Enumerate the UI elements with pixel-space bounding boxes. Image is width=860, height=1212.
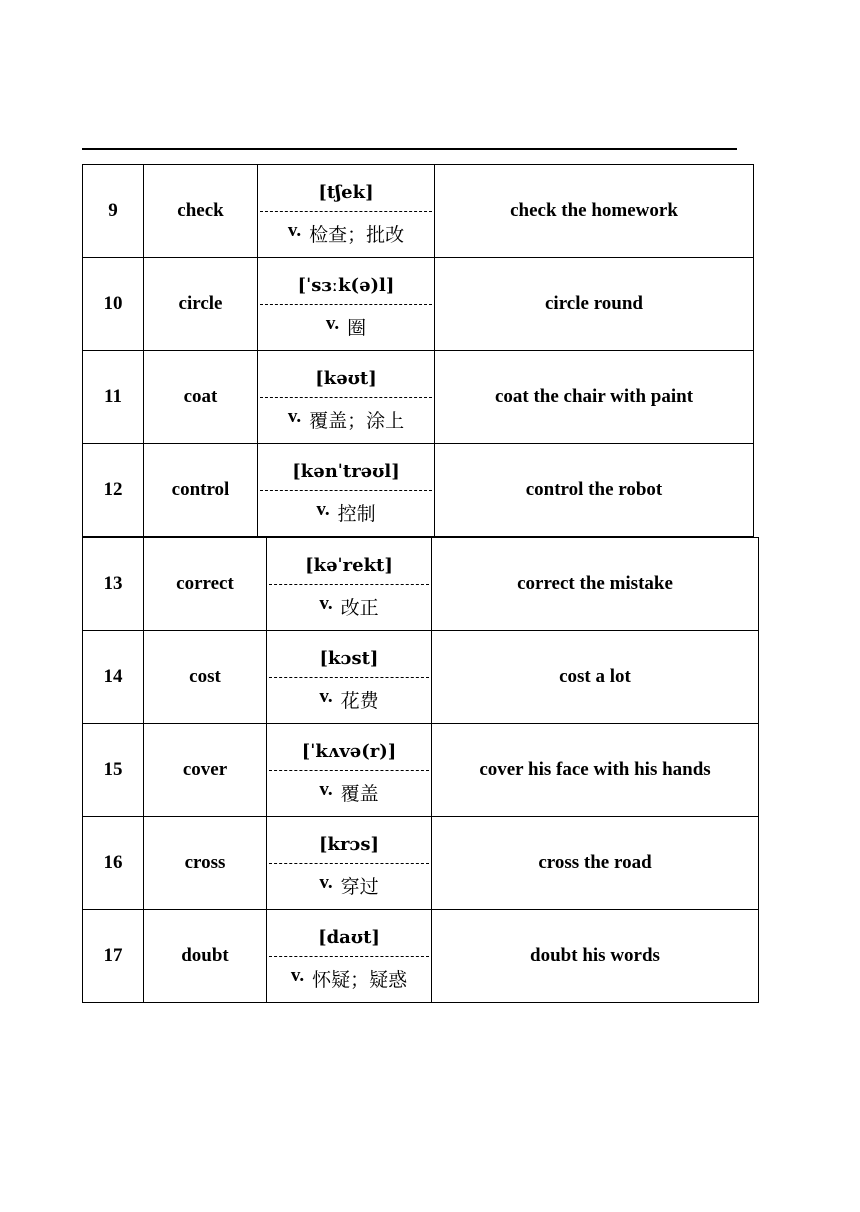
vocab-row: [83, 351, 754, 444]
entry-number: 14: [83, 631, 144, 724]
part-of-speech: v.: [287, 405, 302, 427]
definition: [267, 771, 431, 817]
headword: circle: [144, 258, 258, 351]
pronunciation-meaning-cell: [258, 165, 435, 258]
part-of-speech: v.: [319, 778, 333, 800]
headword: cross: [144, 817, 267, 910]
vocabulary-table-lower: [82, 537, 759, 1003]
definition: [258, 398, 434, 444]
chinese-meaning: 改正: [340, 596, 379, 619]
chinese-meaning: 控制: [337, 502, 376, 525]
vocab-row: [83, 631, 759, 724]
part-of-speech: v.: [319, 592, 333, 614]
example-phrase: correct the mistake: [432, 538, 759, 631]
definition: [258, 491, 434, 537]
pronunciation-meaning-cell: [258, 351, 435, 444]
pronunciation-meaning-cell: [267, 724, 432, 817]
vocab-row: [83, 258, 754, 351]
vocab-row: [83, 444, 754, 537]
pronunciation-meaning-cell: [258, 258, 435, 351]
part-of-speech: v.: [319, 871, 333, 893]
definition: [267, 864, 431, 910]
phonetic-transcription: [kəˈrekt]: [305, 554, 393, 576]
example-phrase: circle round: [435, 258, 754, 351]
phonetic-transcription: [daʊt]: [318, 926, 380, 948]
part-of-speech: v.: [290, 964, 305, 986]
vocab-row: [83, 910, 759, 1003]
phonetic-transcription: [ˈsɜːk(ə)l]: [297, 274, 395, 296]
pronunciation-meaning-cell: [258, 444, 435, 537]
chinese-meaning: 覆盖；涂上: [309, 409, 405, 432]
example-phrase: cover his face with his hands: [432, 724, 759, 817]
chinese-meaning: 检查；批改: [309, 223, 405, 246]
headword: cost: [144, 631, 267, 724]
definition: [267, 957, 431, 1003]
part-of-speech: v.: [325, 312, 340, 334]
definition: [267, 678, 431, 724]
entry-number: 12: [83, 444, 144, 537]
entry-number: 16: [83, 817, 144, 910]
part-of-speech: v.: [316, 498, 330, 520]
example-phrase: coat the chair with paint: [435, 351, 754, 444]
example-phrase: doubt his words: [432, 910, 759, 1003]
headword: coat: [144, 351, 258, 444]
chinese-meaning: 怀疑；疑惑: [312, 968, 408, 991]
phonetic-transcription: [kəʊt]: [315, 367, 377, 389]
entry-number: 9: [83, 165, 144, 258]
example-phrase: cost a lot: [432, 631, 759, 724]
entry-number: 13: [83, 538, 144, 631]
definition: [258, 305, 434, 351]
chinese-meaning: 覆盖: [340, 782, 379, 805]
headword: control: [144, 444, 258, 537]
headword: doubt: [144, 910, 267, 1003]
header-rule: [82, 148, 737, 150]
vocab-row: [83, 724, 759, 817]
pronunciation-meaning-cell: [267, 817, 432, 910]
vocab-row: [83, 165, 754, 258]
part-of-speech: v.: [287, 219, 302, 241]
vocab-row: [83, 538, 759, 631]
definition: [258, 212, 434, 258]
entry-number: 10: [83, 258, 144, 351]
entry-number: 17: [83, 910, 144, 1003]
pronunciation-meaning-cell: [267, 538, 432, 631]
pronunciation-meaning-cell: [267, 910, 432, 1003]
definition: [267, 585, 431, 631]
phonetic-transcription: [kənˈtrəʊl]: [292, 460, 400, 482]
example-phrase: control the robot: [435, 444, 754, 537]
phonetic-transcription: [ˈkʌvə(r)]: [301, 740, 397, 762]
phonetic-transcription: [krɔs]: [318, 833, 380, 855]
vocab-row: [83, 817, 759, 910]
headword: check: [144, 165, 258, 258]
phonetic-transcription: [tʃek]: [318, 181, 374, 203]
headword: correct: [144, 538, 267, 631]
example-phrase: check the homework: [435, 165, 754, 258]
pronunciation-meaning-cell: [267, 631, 432, 724]
part-of-speech: v.: [319, 685, 333, 707]
vocabulary-table-upper: [82, 164, 754, 537]
entry-number: 15: [83, 724, 144, 817]
chinese-meaning: 穿过: [340, 875, 379, 898]
entry-number: 11: [83, 351, 144, 444]
example-phrase: cross the road: [432, 817, 759, 910]
phonetic-transcription: [kɔst]: [319, 647, 379, 669]
chinese-meaning: 花费: [340, 689, 379, 712]
chinese-meaning: 圈: [347, 316, 367, 339]
headword: cover: [144, 724, 267, 817]
